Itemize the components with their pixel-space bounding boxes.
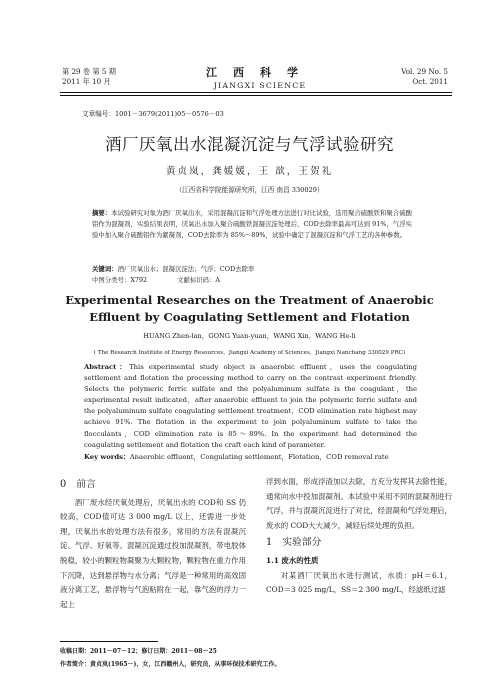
keywords-en-label: Key words：	[84, 453, 130, 461]
clc-number: 中图分类号：X792	[92, 276, 148, 284]
publish-date-en: Oct. 2011	[412, 77, 448, 86]
journal-name-en: JIANGXI SCIENCE	[213, 81, 307, 90]
section-title: 实验部分	[282, 537, 322, 549]
authors-en: HUANG Zhen-lan，GONG Yuan-yuan，WANG Xin，WANG He-li	[143, 332, 356, 340]
keywords-cn	[92, 264, 254, 273]
section-number: 0	[60, 479, 67, 490]
keywords-cn-label: 关键词：	[92, 265, 118, 273]
abstract-en	[84, 362, 417, 451]
header-issue-cn	[62, 67, 116, 87]
section-title: 前言	[76, 479, 96, 490]
abstract-en-text: This experimental study object is anaerobic effluent，uses the coagulating settlement and flotation the processing method to carry on the contrast experiment friendly. Selects the polymeric ferric sulfate and the polyaluminum sulfate is the coagulant，the experimental result indicated，after anaerobic effluent to join the polymeric ferric sulfate and the polyaluminum sulfate coagulating settlement treatment，COD elimination rate highest may achieve 91%. The flotation in the experiment to join polyaluminum sulfate to take the flocculants，COD elimination rate is 85～89%. In the experiment had determined the coagulating settlement and flotation the craft each kind of parameter.	[84, 363, 417, 449]
subsection-heading: 1.1 废水的性质	[266, 555, 319, 565]
section-number: 1	[266, 537, 273, 549]
journal-name-cn: 江西科学	[206, 66, 314, 79]
volume-issue-cn: 第 29 卷 第 5 期	[62, 67, 116, 76]
footnote-author: 作者简介：黄贞岚(1965－)，女，江西赣州人，研究员，从事环保技术研究工作。	[60, 661, 281, 668]
keywords-en-text: Anaerobic effluent，Congulating settlement，Flotation，COD removal rate	[129, 453, 389, 461]
authors-cn: 黄贞岚，龚媛媛，王 歆，王贺礼	[165, 166, 334, 177]
section-heading-preface	[60, 478, 246, 493]
title-en-line2: Effluent by Coagulating Settlement and Flotation	[89, 310, 410, 324]
article-number: 文章编号：1001－3679(2011)05－0576－03	[82, 110, 224, 118]
header-rule-thin	[60, 95, 452, 96]
paragraph: 酒厂废水经厌氧处理后，厌氧出水的 COD和 SS 仍较高，COD值可达 3 000 mg/L 以上，还需进一步处理，厌氧出水的处理方法有很多，常用的方法有混凝沉淀、气浮、好氧等。混凝沉淀通过投加混凝剂，带电胶体脱稳，较小的颗粒物凝聚为大颗粒物，颗粒物在重力作用下沉降，达到悬浮物与水分离；气浮是一种常用的高效固液分离工艺，悬浮物与气泡粘附在一起，靠气泡的浮力一起上	[60, 497, 246, 609]
body-column-right	[266, 475, 452, 598]
affiliation-en: ( The Research Institute of Energy Resources，Jiangxi Academy of Sciences，Jiangxi Nanchang 330029 PRC)	[93, 350, 406, 356]
footnote-rule	[60, 641, 158, 642]
body-column-left	[60, 475, 246, 612]
affiliation-cn: （江西省科学院能源研究所，江西 南昌 330029）	[175, 186, 324, 194]
title-en	[0, 292, 499, 326]
volume-issue-en: Vol. 29 No. 5	[401, 67, 448, 76]
footnote-received: 收稿日期：2011－07－12；修订日期：2011－08－25	[60, 648, 217, 655]
document-code: 文献标识码：A	[177, 276, 221, 284]
abstract-cn	[92, 208, 412, 241]
classification-cn	[92, 275, 220, 284]
keywords-cn-text: 酒厂厌氧出水；混凝沉淀法；气浮；COD去除率	[117, 265, 255, 273]
title-en-line1: Experimental Researches on the Treatment of Anaerobic	[65, 293, 434, 307]
paragraph: 对某酒厂厌氧出水进行测试，水质：pH＝6.1，COD＝3 025 mg/L，SS＝2 300 mg/L，经滤纸过滤	[266, 570, 452, 595]
paragraph: 浮到水面，形成浮渣加以去除，方充分发挥其去除性能，通常向水中投加混凝剂。本试验中采用不同的混凝剂进行气浮，并与混凝沉淀进行了对比，经混凝和气浮处理后，废水的 COD大大减少，减轻后续处理的负担。	[266, 477, 452, 530]
header-issue-en	[401, 67, 448, 87]
journal-name	[180, 64, 340, 90]
abstract-en-label: Abstract：	[84, 363, 130, 371]
abstract-cn-text: 本试验研究对象为酒厂厌氧出水，采用混凝沉淀和气浮处理方法进行对比试验，选用聚合硫酸铁和聚合硫酸铝作为混凝剂，实验结果表明，厌氧出水加入聚合硫酸铁混凝沉淀处理后，COD去除率最高可达到 91%，气浮实验中加入聚合硫酸铝作为絮凝剂，COD去除率为 85%～89%，试验中确定了混凝沉淀和气浮工艺的各种参数。	[92, 209, 413, 239]
keywords-en	[84, 451, 417, 461]
section-heading-experiment	[266, 536, 452, 551]
header-rule-thick	[60, 92, 452, 93]
publish-date-cn: 2011 年 10 月	[62, 77, 111, 86]
abstract-cn-label: 摘要：	[92, 209, 112, 217]
title-cn: 酒厂厌氧出水混凝沉淀与气浮试验研究	[105, 135, 394, 154]
